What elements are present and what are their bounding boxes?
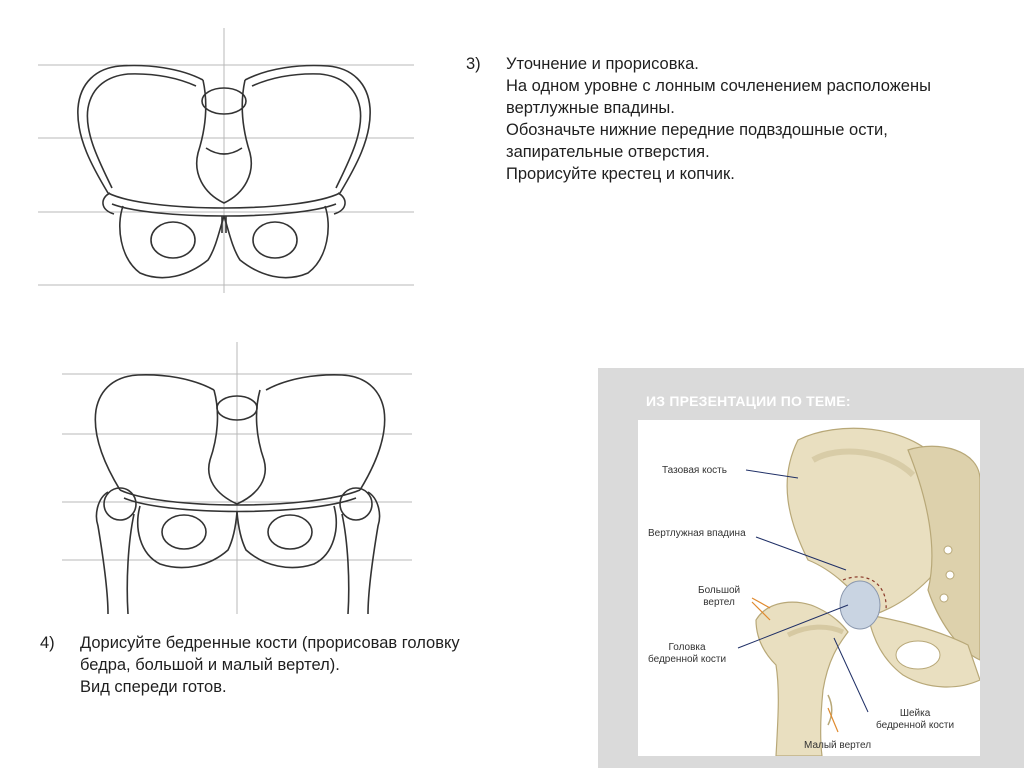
step-line: Прорисуйте крестец и копчик.: [506, 165, 735, 183]
pelvis-sketch-step3: [38, 28, 418, 293]
step-line: Дорисуйте бедренные кости (прорисовав головку: [80, 634, 460, 652]
label-lesser-trochanter: Малый вертел: [804, 740, 872, 751]
step-number: 3): [466, 55, 481, 73]
label-femoral-head: [648, 642, 726, 666]
step-number: 4): [40, 634, 55, 652]
step-line: Вид спереди готов.: [80, 678, 227, 696]
step-line: Уточнение и прорисовка.: [506, 55, 699, 73]
label-acetabulum: Вертлужная впадина: [648, 528, 746, 539]
related-heading: ИЗ ПРЕЗЕНТАЦИИ ПО ТЕМЕ:: [646, 393, 851, 409]
label-pelvic-bone: Тазовая кость: [662, 465, 727, 476]
step-line: запирательные отверстия.: [506, 143, 710, 161]
step-line: На одном уровне с лонным сочленением расположены: [506, 77, 931, 95]
hip-anatomy-illustration[interactable]: [638, 420, 980, 756]
label-line: Шейка: [899, 708, 931, 719]
step-line: бедра, большой и малый вертел).: [80, 656, 340, 674]
label-line: Головка: [668, 642, 706, 653]
label-line: вертел: [703, 597, 735, 608]
step-line: вертлужные впадины.: [506, 99, 675, 117]
label-greater-trochanter: [698, 585, 740, 609]
pelvis-sketch-step4: [62, 342, 418, 614]
label-femoral-neck: [876, 708, 954, 732]
label-line: бедренной кости: [876, 720, 955, 731]
step-3-instructions: [466, 53, 996, 203]
related-presentation-panel[interactable]: [598, 368, 1024, 768]
step-line: Обозначьте нижние передние подвздошные ости,: [506, 121, 888, 139]
label-line: Большой: [698, 585, 741, 596]
step-4-instructions: [40, 632, 520, 712]
label-line: бедренной кости: [648, 654, 727, 665]
